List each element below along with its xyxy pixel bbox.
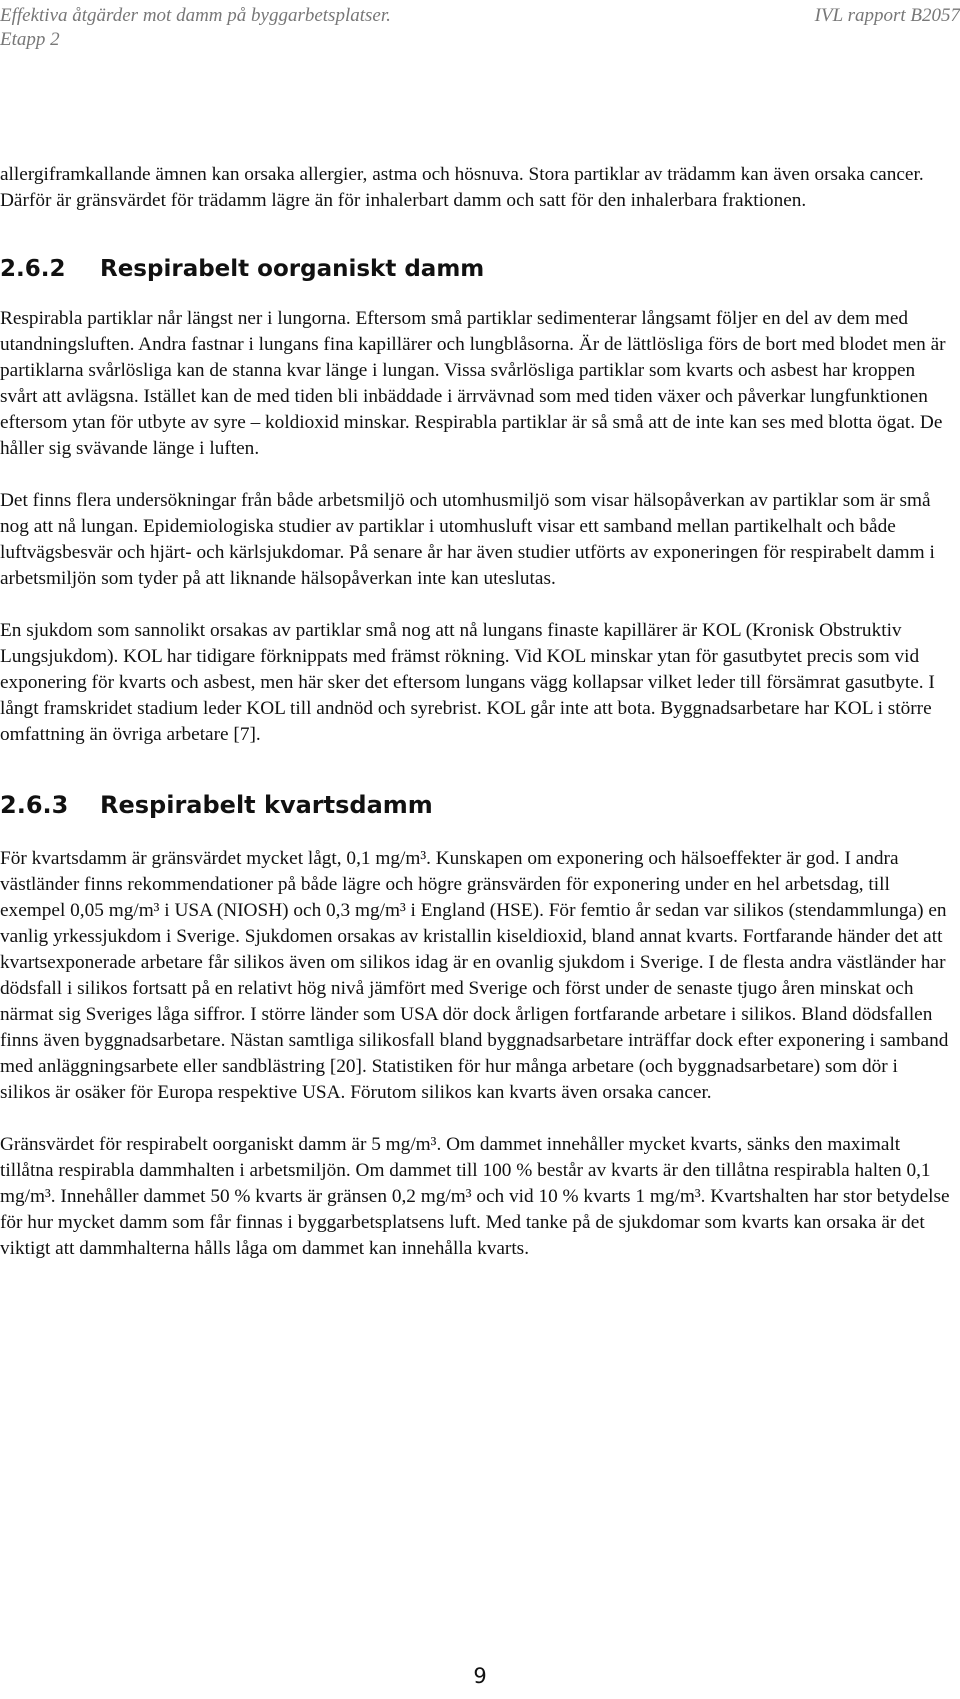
running-header [0,4,960,54]
section-number: 2.6.3 [0,791,69,819]
section-heading-262 [0,254,950,284]
header-title: Effektiva åtgärder mot damm på byggarbetsplatser. [0,5,391,26]
paragraph: Respirabla partiklar når längst ner i lungorna. Eftersom små partiklar sedimenterar långsamt följer en del av dem med utandningsluften. Andra fastnar i lungans fina kapillärer och lungblåsorna. Är de lättlösliga förs de bort med blodet men är partiklarna svårlösliga kan de stanna kvar länge i lungan. Vissa svårlösliga partiklar som kvarts och asbest har kroppen svårt att avlägsna. Istället kan de med tiden bli inbäddade i ärrvävnad som med tiden växer och påverkar lungfunktionen eftersom ytan för utbyte av syre – koldioxid minskar. Respirabla partiklar är så små att de inte kan ses med blotta ögat. De håller sig svävande länge i luften. [0,308,946,459]
header-subtitle: Etapp 2 [0,29,60,50]
section-heading-263 [0,790,950,820]
paragraph: Gränsvärdet för respirabelt oorganiskt damm är 5 mg/m³. Om dammet innehåller mycket kvarts, sänks den maximalt tillåtna respirabla dammhalten i arbetsmiljön. Om dammet till 100 % består av kvarts är den tillåtna respirabla halten 0,1 mg/m³. Innehåller dammet 50 % kvarts är gränsen 0,2 mg/m³ och vid 10 % kvarts 1 mg/m³. Kvartshalten har stor betydelse för hur mycket damm som får finnas i byggarbetsplatsens luft. Med tanke på de sjukdomar som kvarts kan orsaka är det viktigt att dammhalterna hålls låga om dammet kan innehålla kvarts. [0,1134,950,1259]
page-number: 9 [473,1664,487,1688]
section-title: Respirabelt kvartsdamm [100,791,433,819]
main-content [0,162,950,1262]
section-number: 2.6.2 [0,256,66,282]
intro-paragraph: allergiframkallande ämnen kan orsaka allergier, astma och hösnuva. Stora partiklar av trädamm kan även orsaka cancer. Därför är gränsvärdet för trädamm lägre än för inhalerbart damm och satt för den inhalerbara fraktionen. [0,164,924,211]
paragraph: För kvartsdamm är gränsvärdet mycket lågt, 0,1 mg/m³. Kunskapen om exponering och hälsoeffekter är god. I andra västländer finns rekommendationer på både lägre och högre gränsvärden för exponering under en hel arbetsdag, till exempel 0,05 mg/m³ i USA (NIOSH) och 0,3 mg/m³ i England (HSE). För femtio år sedan var silikos (stendammlunga) en vanlig yrkessjukdom i Sverige. Sjukdomen orsakas av kristallin kiseldioxid, bland annat kvarts. Fortfarande händer det att kvartsexponerade arbetare får silikos även om silikos idag är en ovanlig sjukdom i Sverige. I de flesta andra västländer har dödsfall i silikos fortsatt på en relativt hög nivå jämfört med Sverige och först under de senaste tjugo åren minskat och närmat sig Sveriges låga siffror. I större länder som USA dör dock årligen fortfarande arbetare i silikos. Bland dödsfallen finns även byggnadsarbetare. Nästan samtliga silikosfall bland byggnadsarbetare inträffar dock efter exponering i samband med anläggningsarbete eller sandblästring [20]. Statistiken för hur många arbetare (och byggnadsarbetare) som dör i silikos är osäker för Europa respektive USA. Förutom silikos kan kvarts även orsaka cancer. [0,848,949,1103]
header-left [0,4,391,52]
section-title: Respirabelt oorganiskt damm [100,256,485,282]
header-report-id: IVL rapport B2057 [814,5,960,26]
paragraph: Det finns flera undersökningar från både arbetsmiljö och utomhusmiljö som visar hälsopåverkan av partiklar som är små nog att nå lungan. Epidemiologiska studier av partiklar i utomhusluft visar ett samband mellan partikelhalt och både luftvägsbesvär och hjärt- och kärlsjukdomar. På senare år har även studier utförts av exponeringen för respirabelt damm i arbetsmiljön som tyder på att liknande hälsopåverkan inte kan uteslutas. [0,490,935,589]
paragraph: En sjukdom som sannolikt orsakas av partiklar små nog att nå lungans finaste kapillärer är KOL (Kronisk Obstruktiv Lungsjukdom). KOL har tidigare förknippats med främst rökning. Vid KOL minskar ytan för gasutbytet precis som vid exponering för kvarts och asbest, men här sker det eftersom lungans vägg kollapsar vilket leder till försämrat gasutbyte. I långt framskridet stadium leder KOL till andnöd och syrebrist. KOL går inte att bota. Byggnadsarbetare har KOL i större omfattning än övriga arbetare [7]. [0,620,935,745]
